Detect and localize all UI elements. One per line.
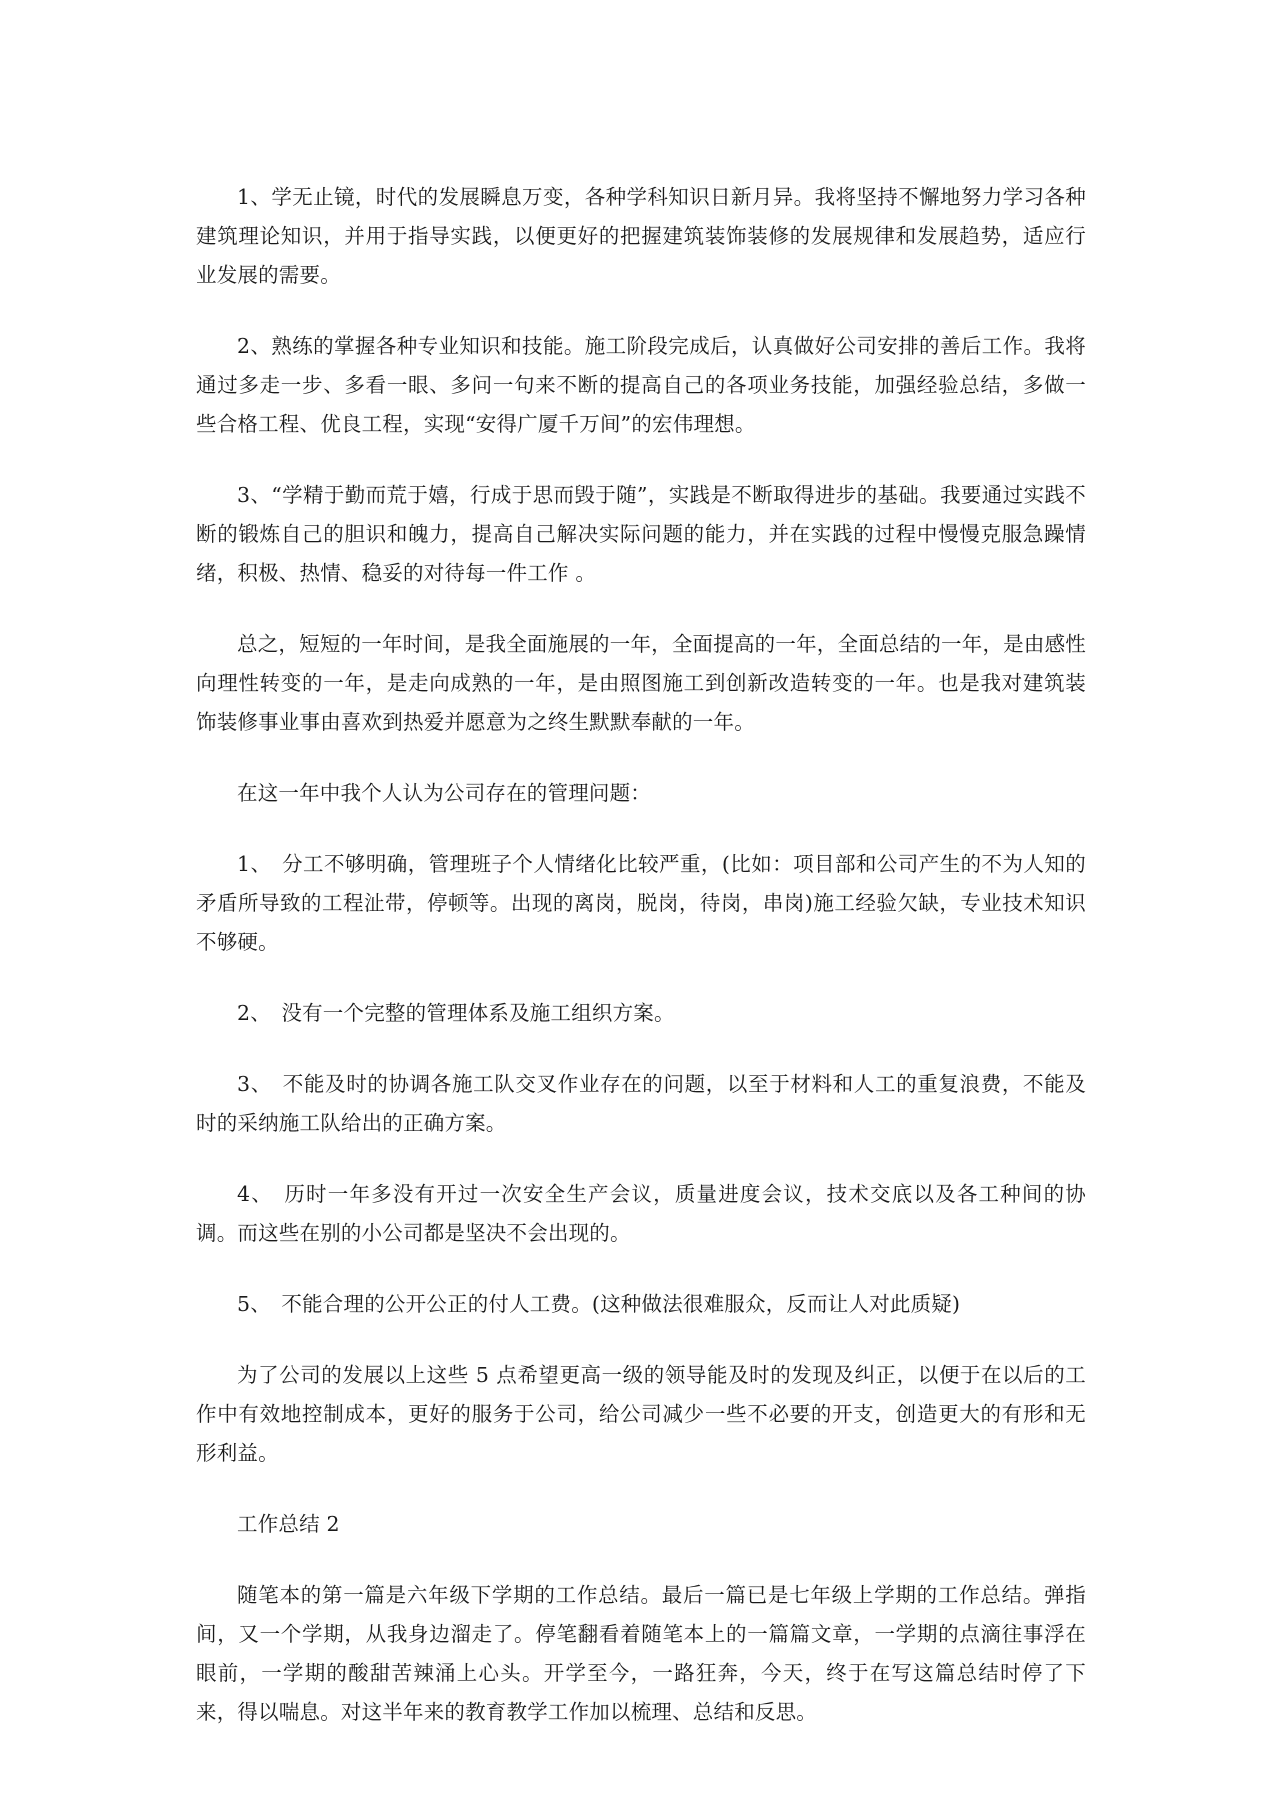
- paragraph-summary-2: 随笔本的第一篇是六年级下学期的工作总结。最后一篇已是七年级上学期的工作总结。弹指间，又一个学期，从我身边溜走了。停笔翻看着随笔本上的一篇篇文章，一学期的点滴往事浮在眼前，一学期的酸甜苦辣涌上心头。开学至今，一路狂奔，今天，终于在写这篇总结时停了下来，得以喘息。对这半年来的教育教学工作加以梳理、总结和反思。: [196, 1583, 1086, 1724]
- document-body: [196, 178, 1086, 1764]
- problem-item-2: 2、 没有一个完整的管理体系及施工组织方案。: [237, 1001, 675, 1025]
- problem-item-5: 5、 不能合理的公开公正的付人工费。(这种做法很难服众，反而让人对此质疑): [237, 1292, 961, 1316]
- paragraph-summary: 总之，短短的一年时间，是我全面施展的一年，全面提高的一年，全面总结的一年，是由感性向理性转变的一年，是走向成熟的一年，是由照图施工到创新改造转变的一年。也是我对建筑装饰装修事业事由喜欢到热爱并愿意为之终生默默奉献的一年。: [196, 632, 1086, 734]
- section-heading: 工作总结 2: [237, 1512, 340, 1536]
- paragraph-1: 1、学无止镜，时代的发展瞬息万变，各种学科知识日新月异。我将坚持不懈地努力学习各种建筑理论知识，并用于指导实践，以便更好的把握建筑装饰装修的发展规律和发展趋势，适应行业发展的需要。: [196, 185, 1086, 287]
- problem-item-1: 1、 分工不够明确，管理班子个人情绪化比较严重，(比如：项目部和公司产生的不为人知的矛盾所导致的工程沚带，停顿等。出现的离岗，脱岗，待岗，串岗)施工经验欠缺，专业技术知识不够硬。: [196, 852, 1086, 954]
- paragraph-2: 2、熟练的掌握各种专业知识和技能。施工阶段完成后，认真做好公司安排的善后工作。我将通过多走一步、多看一眼、多问一句来不断的提高自己的各项业务技能，加强经验总结，多做一些合格工程、优良工程，实现“安得广厦千万间”的宏伟理想。: [196, 334, 1086, 436]
- problem-item-3: 3、 不能及时的协调各施工队交叉作业存在的问题，以至于材料和人工的重复浪费，不能及时的采纳施工队给出的正确方案。: [196, 1072, 1086, 1135]
- paragraph-problems-intro: 在这一年中我个人认为公司存在的管理问题：: [237, 781, 651, 805]
- problem-item-4: 4、 历时一年多没有开过一次安全生产会议，质量进度会议，技术交底以及各工种间的协调。而这些在别的小公司都是坚决不会出现的。: [196, 1182, 1086, 1245]
- paragraph-conclusion: 为了公司的发展以上这些 5 点希望更高一级的领导能及时的发现及纠正，以便于在以后的工作中有效地控制成本，更好的服务于公司，给公司减少一些不必要的开支，创造更大的有形和无形利益。: [196, 1363, 1086, 1465]
- paragraph-3: 3、“学精于勤而荒于嬉，行成于思而毁于随”，实践是不断取得进步的基础。我要通过实践不断的锻炼自己的胆识和魄力，提高自己解决实际问题的能力，并在实践的过程中慢慢克服急躁情绪，积极、热情、稳妥的对待每一件工作 。: [196, 483, 1086, 585]
